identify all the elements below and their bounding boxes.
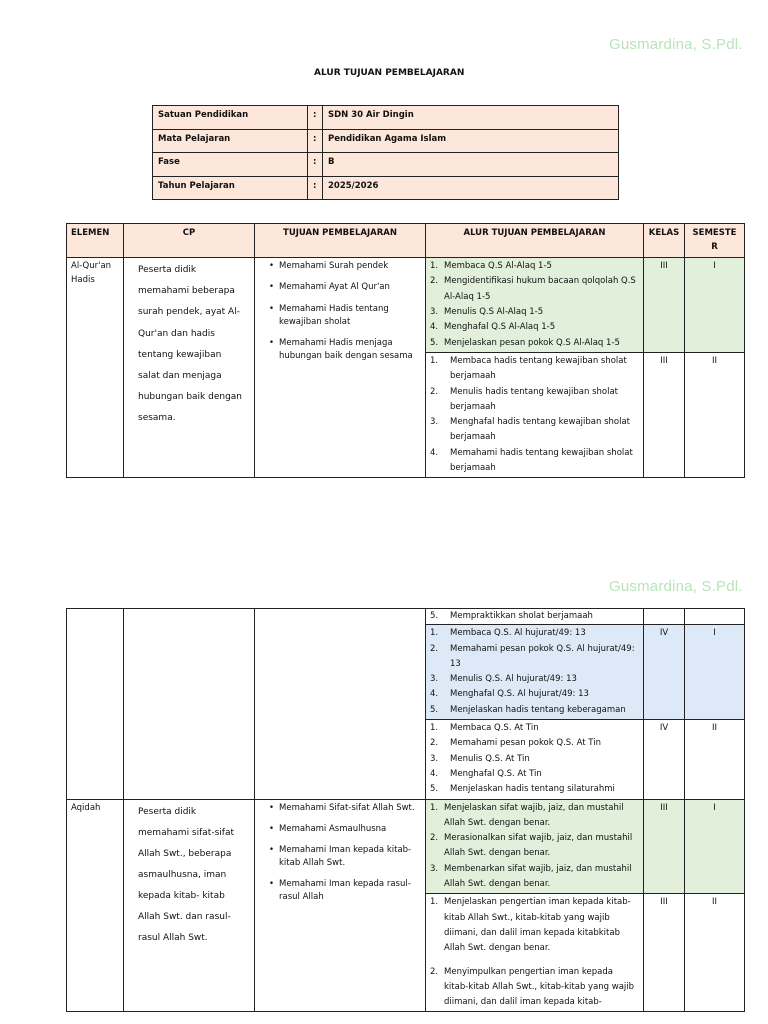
header-tp: TUJUAN PEMBELAJARAN [255, 224, 426, 258]
elemen-cell-empty [67, 609, 124, 800]
tp-cell [255, 799, 426, 1012]
atp-item: 3. Menulis Q.S. At Tin [430, 753, 530, 764]
atp-table-page1 [66, 223, 745, 478]
tp-item: • Memahami Hadis menjaga hubungan baik dengan sesama [269, 337, 421, 363]
semester-cell: II [685, 894, 745, 1012]
semester-cell: I [685, 625, 745, 720]
info-row [153, 153, 619, 177]
atp-item: 5. Menjelaskan pesan pokok Q.S Al-Alaq 1-5 [430, 337, 620, 348]
info-table [152, 105, 619, 200]
header-elemen: ELEMEN [67, 224, 124, 258]
atp-item: 2. Menulis hadis tentang kewajiban sholat berjamaah [430, 386, 618, 412]
info-label: Tahun Pelajaran [153, 176, 308, 200]
atp-item: 1. Membaca Q.S. Al hujurat/49: 13 [430, 628, 586, 639]
info-sep: : [308, 106, 323, 130]
atp-item: 4. Menghafal Q.S Al-Alaq 1-5 [430, 322, 556, 333]
semester-cell: I [685, 799, 745, 894]
atp-item: 4. Menghafal Q.S. Al hujurat/49: 13 [430, 689, 589, 700]
cp-cell-empty [124, 609, 255, 800]
atp-item: 3. Menulis Q.S Al-Alaq 1-5 [430, 307, 544, 318]
atp-item: 2. Mengidentifikasi hukum bacaan qolqolah Q.S Al-Alaq 1-5 [430, 276, 636, 302]
header-kelas: KELAS [644, 224, 685, 258]
info-row [153, 176, 619, 200]
atp-cell [426, 609, 644, 625]
atp-item: 4. Memahami hadis tentang kewajiban sholat berjamaah [430, 447, 633, 474]
elemen-cell: Aqidah [67, 799, 124, 1012]
atp-cell [426, 625, 644, 720]
semester-cell: I [685, 258, 745, 353]
info-value: SDN 30 Air Dingin [323, 106, 619, 130]
tp-item: • Memahami Iman kepada rasul-rasul Allah [269, 878, 421, 904]
info-row [153, 129, 619, 153]
kelas-cell: III [644, 799, 685, 894]
tp-item: • Memahami Hadis tentang kewajiban sholat [269, 303, 421, 329]
info-label: Satuan Pendidikan [153, 106, 308, 130]
info-value: B [323, 153, 619, 177]
atp-item: 5. Mempraktikkan sholat berjamaah [430, 611, 593, 621]
header-cp: CP [124, 224, 255, 258]
atp-item: 5. Menjelaskan hadis tentang keberagaman [430, 704, 626, 715]
semester-cell [685, 609, 745, 625]
watermark-page2: Gusmardina, S.Pdl. [609, 578, 743, 595]
atp-item: 5. Menjelaskan hadis tentang silaturahmi [430, 784, 615, 795]
info-sep: : [308, 153, 323, 177]
atp-cell [426, 720, 644, 799]
info-row [153, 106, 619, 130]
semester-cell: II [685, 720, 745, 799]
atp-cell [426, 352, 644, 477]
atp-item: 3. Menghafal hadis tentang kewajiban sholat berjamaah [430, 417, 631, 443]
kelas-cell: III [644, 352, 685, 477]
atp-item: 2. Merasionalkan sifat wajib, jaiz, dan mustahil Allah Swt. dengan benar. [430, 833, 633, 859]
atp-item: 4. Menghafal Q.S. At Tin [430, 768, 542, 779]
tp-cell-empty [255, 609, 426, 800]
atp-item: 3. Membenarkan sifat wajib, jaiz, dan mustahil Allah Swt. dengan benar. [430, 863, 632, 890]
atp-table-page2 [66, 608, 745, 1012]
info-label: Fase [153, 153, 308, 177]
kelas-cell: III [644, 894, 685, 1012]
atp-item: 3. Menulis Q.S. Al hujurat/49: 13 [430, 674, 577, 685]
kelas-cell: III [644, 258, 685, 353]
kelas-cell [644, 609, 685, 625]
atp-item: 2. Menyimpulkan pengertian iman kepada kitab-kitab Allah Swt., kitab-kitab yang wajib diimani, dan dalil iman kepada kitab- [430, 966, 635, 1008]
info-label: Mata Pelajaran [153, 129, 308, 153]
header-atp: ALUR TUJUAN PEMBELAJARAN [426, 224, 644, 258]
tp-item: • Memahami Sifat-sifat Allah Swt. [269, 802, 421, 815]
atp-item: 2. Memahami pesan pokok Q.S. Al hujurat/49: 13 [430, 643, 635, 669]
info-sep: : [308, 129, 323, 153]
tp-item: • Memahami Iman kepada kitab-kitab Allah Swt. [269, 844, 421, 870]
kelas-cell: IV [644, 720, 685, 799]
atp-item: 1. Membaca hadis tentang kewajiban sholat berjamaah [430, 355, 627, 382]
info-sep: : [308, 176, 323, 200]
tp-item: • Memahami Ayat Al Qur'an [269, 281, 421, 294]
cp-cell: Peserta didik memahami beberapa surah pendek, ayat Al-Qur'an dan hadis tentang kewajiban salat dan menjaga hubungan baik dengan sesama. [124, 258, 255, 478]
info-value: 2025/2026 [323, 176, 619, 200]
atp-cell [426, 894, 644, 1012]
tp-item: • Memahami Surah pendek [269, 260, 421, 273]
kelas-cell: IV [644, 625, 685, 720]
tp-item: • Memahami Asmaulhusna [269, 823, 421, 836]
semester-cell: II [685, 352, 745, 477]
cp-cell: Peserta didik memahami sifat-sifat Allah Swt., beberapa asmaulhusna, iman kepada kitab- kitab Allah Swt. dan rasul-rasul Allah Swt. [124, 799, 255, 1012]
atp-item: 1. Membaca Q.S. At Tin [430, 723, 539, 734]
watermark-top: Gusmardina, S.Pdl. [609, 36, 743, 53]
tp-cell [255, 258, 426, 478]
header-semester: SEMESTE R [685, 224, 745, 258]
atp-item: 2. Memahami pesan pokok Q.S. At Tin [430, 738, 601, 749]
page-title: ALUR TUJUAN PEMBELAJARAN [314, 68, 465, 78]
info-value: Pendidikan Agama Islam [323, 129, 619, 153]
atp-item: 1. Menjelaskan sifat wajib, jaiz, dan mustahil Allah Swt. dengan benar. [430, 802, 624, 828]
atp-cell [426, 799, 644, 894]
atp-item: 1. Membaca Q.S Al-Alaq 1-5 [430, 261, 552, 272]
elemen-cell: Al-Qur'an Hadis [67, 258, 124, 478]
atp-cell [426, 258, 644, 353]
atp-item: 1. Menjelaskan pengertian iman kepada kitab-kitab Allah Swt., kitab-kitab yang wajib diimani, dan dalil iman kepada kitabkitab Allah Swt. dengan benar. [430, 897, 631, 954]
